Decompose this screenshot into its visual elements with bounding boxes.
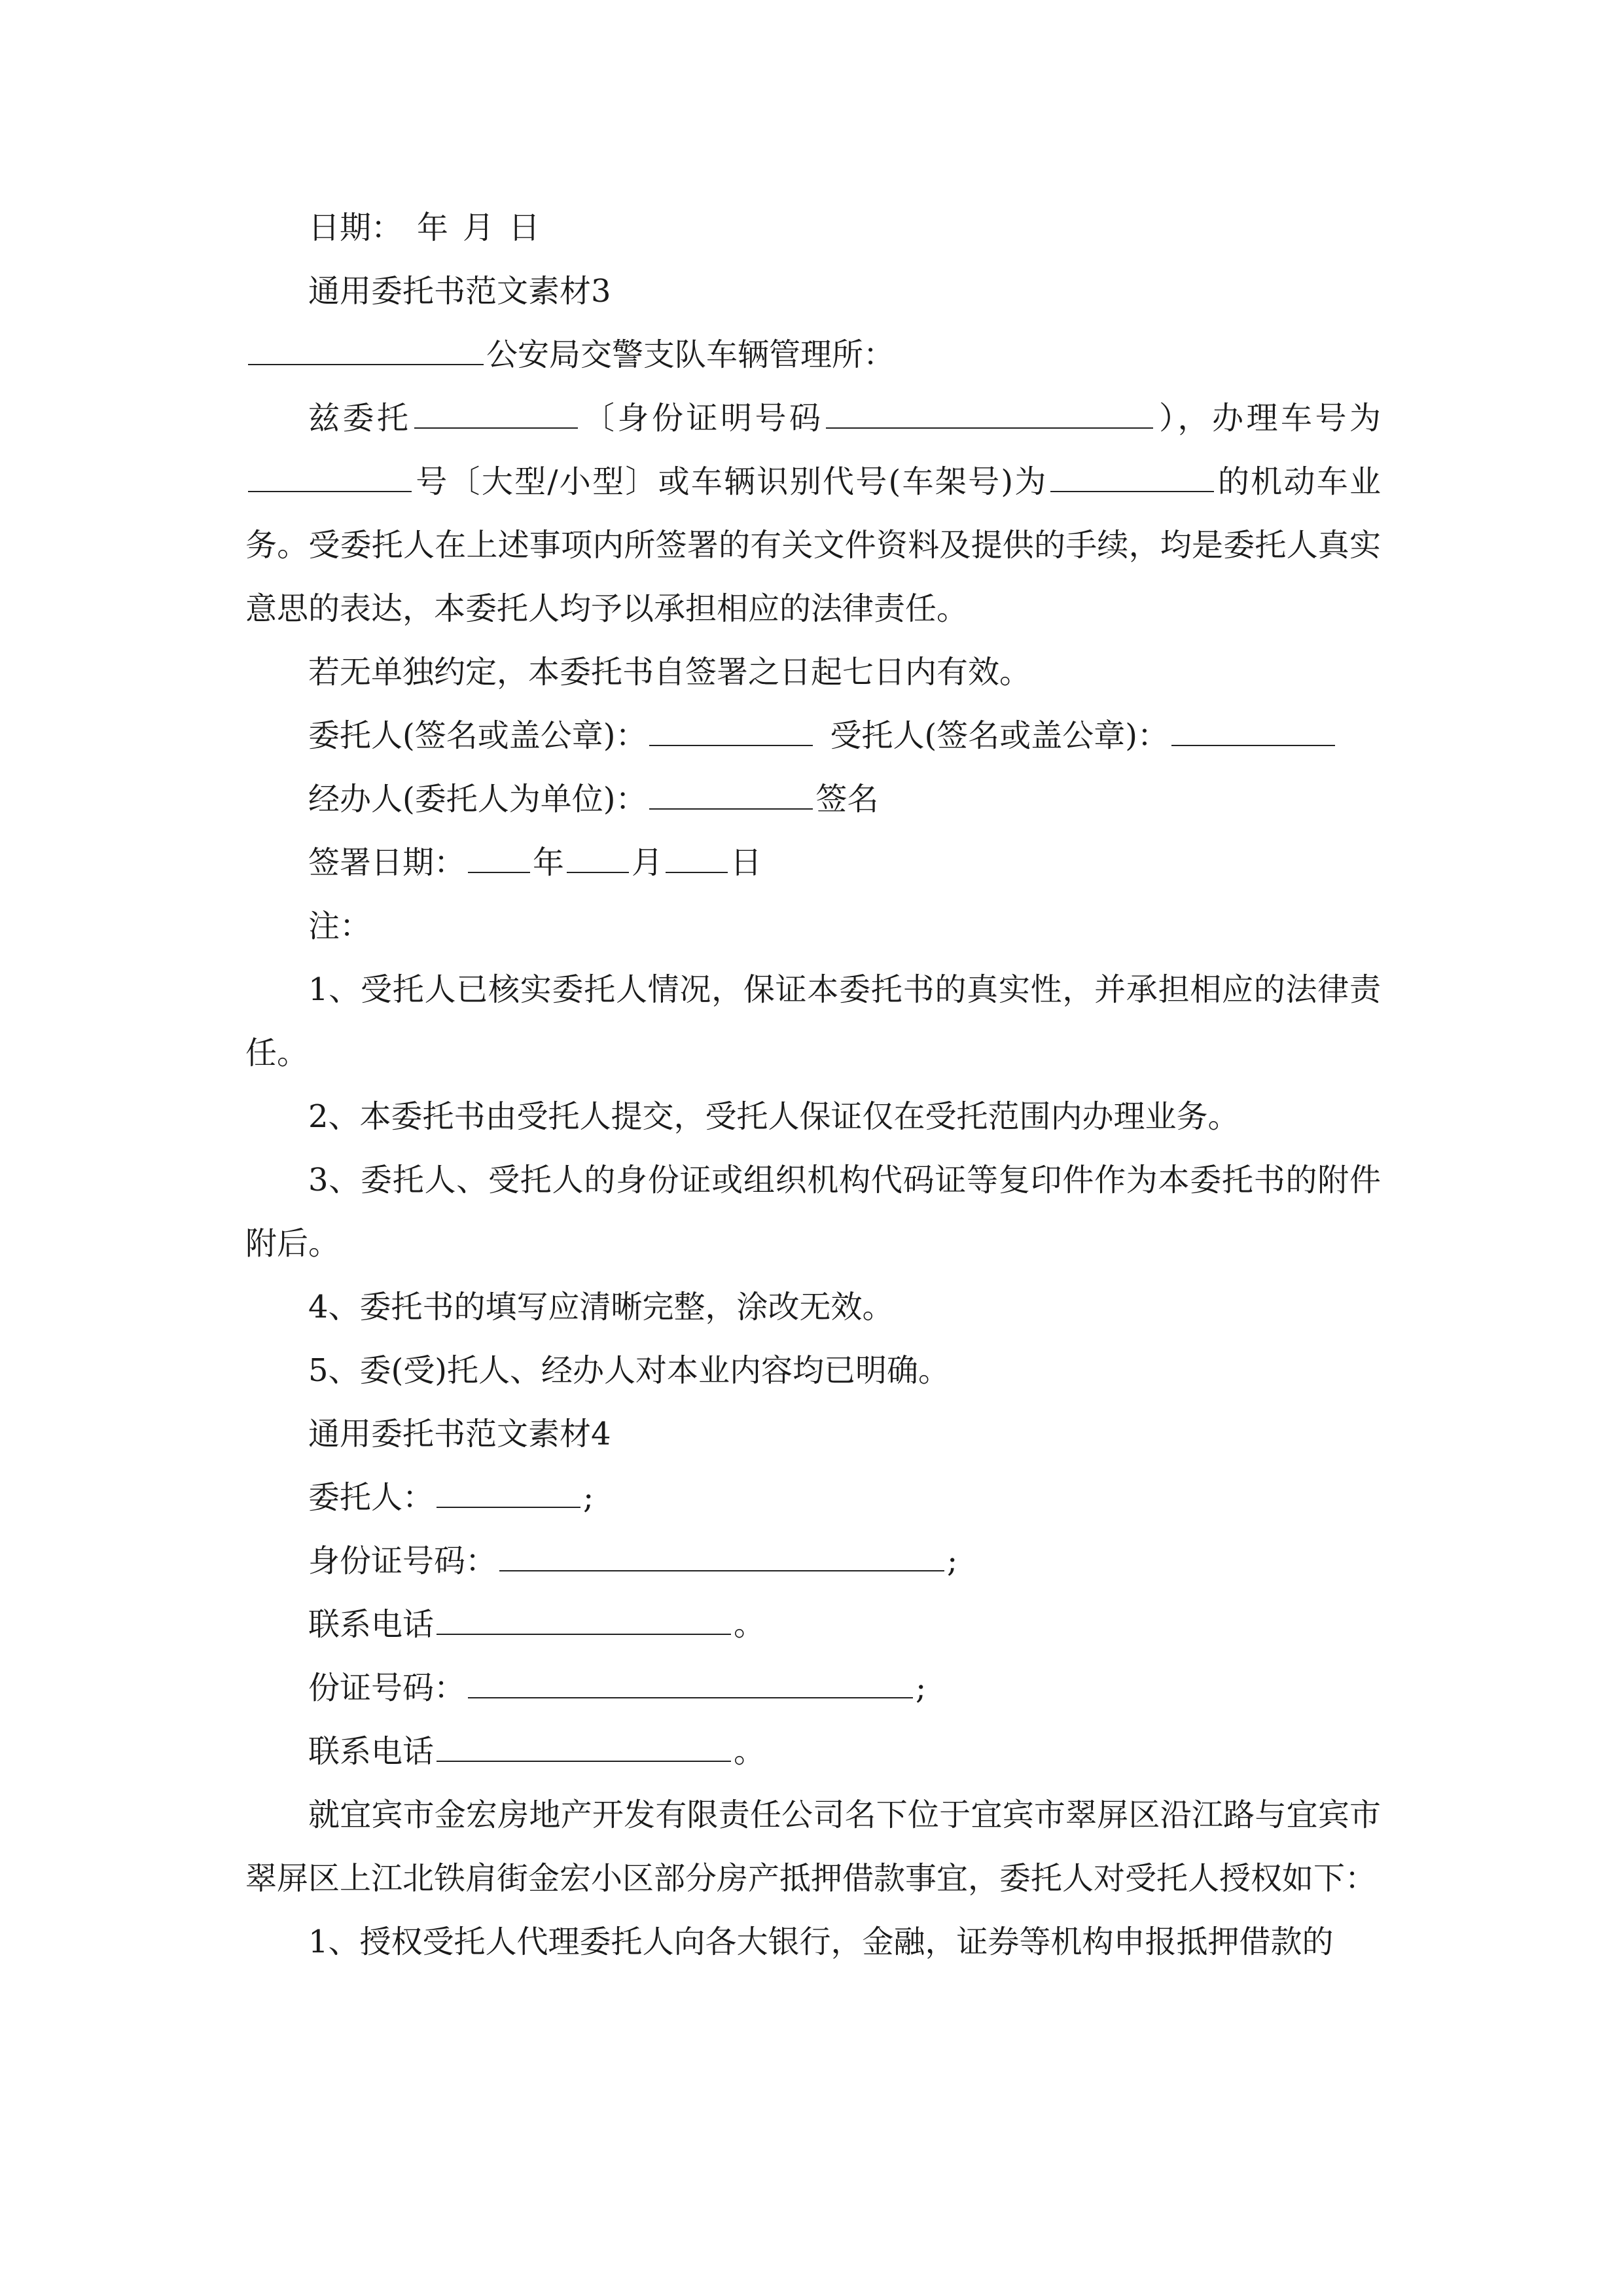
para1-part-a: 兹委托 bbox=[308, 400, 412, 437]
note-label: 注： bbox=[308, 908, 372, 944]
sign-date-label: 签署日期： bbox=[308, 844, 466, 881]
phone-end: 。 bbox=[734, 1606, 766, 1643]
principal-label: 委托人： bbox=[308, 1479, 435, 1516]
handler-suffix: 签名 bbox=[815, 781, 879, 817]
sign-day-label: 日 bbox=[730, 844, 762, 881]
para1-part-e: 的机动车业务。受委托人在上述事项内所签署的有关文件资料及提供的手续，均是委托人真实意思的表达，本委托人均予以承担相应的法律责任。 bbox=[245, 463, 1381, 627]
sign-month-label: 月 bbox=[632, 844, 664, 881]
section3-title: 通用委托书范文素材3 bbox=[308, 273, 611, 310]
note-item: 5、委(受)托人、经办人对本业内容均已明确。 bbox=[308, 1352, 950, 1389]
id-end: ; bbox=[947, 1543, 958, 1579]
entrustee-blank bbox=[414, 401, 578, 429]
phone-line bbox=[245, 1593, 1381, 1657]
id2-blank bbox=[468, 1671, 913, 1698]
principal-line bbox=[245, 1466, 1381, 1530]
plate-blank bbox=[248, 465, 412, 492]
sign-year-blank bbox=[468, 846, 530, 873]
principal-sign-blank bbox=[649, 719, 813, 746]
sign-year-label: 年 bbox=[533, 844, 565, 881]
para1-part-c: ），办理车号为 bbox=[1156, 400, 1381, 437]
phone-label: 联系电话 bbox=[308, 1606, 435, 1643]
date-line bbox=[245, 196, 1381, 260]
addressee-text: 公安局交警支队车辆管理所： bbox=[486, 336, 895, 373]
note-item: 3、委托人、受托人的身份证或组织机构代码证等复印件作为本委托书的附件附后。 bbox=[245, 1162, 1381, 1262]
document-body bbox=[245, 196, 1381, 1974]
para1-part-b: 〔身份证明号码 bbox=[580, 400, 824, 437]
handler-line bbox=[245, 768, 1381, 831]
phone2-line bbox=[245, 1720, 1381, 1784]
id2-line bbox=[245, 1657, 1381, 1720]
section3-para1 bbox=[245, 387, 1381, 641]
section4-item1: 1、授权受托人代理委托人向各大银行，金融，证券等机构申报抵押借款的 bbox=[308, 1924, 1334, 1960]
agent-sign-label: 受托人(签名或盖公章)： bbox=[830, 717, 1169, 754]
date-year: 年 bbox=[417, 209, 449, 246]
principal-blank bbox=[437, 1480, 580, 1508]
note-item: 1、受托人已核实委托人情况，保证本委托书的真实性，并承担相应的法律责任。 bbox=[245, 971, 1381, 1071]
addressee-line bbox=[245, 323, 1381, 387]
id-label: 身份证号码： bbox=[308, 1543, 497, 1579]
addressee-blank bbox=[248, 338, 484, 365]
sign-date-line bbox=[245, 831, 1381, 895]
section4-title: 通用委托书范文素材4 bbox=[308, 1416, 611, 1452]
date-label: 日期： bbox=[308, 209, 403, 246]
principal-sign-label: 委托人(签名或盖公章)： bbox=[308, 717, 647, 754]
section3-para2: 若无单独约定，本委托书自签署之日起七日内有效。 bbox=[308, 654, 1031, 691]
handler-label: 经办人(委托人为单位)： bbox=[308, 781, 647, 817]
note-item: 2、本委托书由受托人提交，受托人保证仅在受托范围内办理业务。 bbox=[308, 1098, 1240, 1135]
sign-month-blank bbox=[567, 846, 629, 873]
phone-blank bbox=[437, 1607, 731, 1635]
note-item: 4、委托书的填写应清晰完整，涂改无效。 bbox=[308, 1289, 894, 1325]
id-blank bbox=[499, 1544, 944, 1571]
phone2-label: 联系电话 bbox=[308, 1733, 435, 1770]
para1-part-d: 号〔大型/小型〕或车辆识别代号(车架号)为 bbox=[414, 463, 1048, 500]
id2-end: ; bbox=[916, 1670, 927, 1706]
signer-line bbox=[245, 704, 1381, 768]
section4-body: 就宜宾市金宏房地产开发有限责任公司名下位于宜宾市翠屏区沿江路与宜宾市翠屏区上江北铁肩街金宏小区部分房产抵押借款事宜，委托人对受托人授权如下： bbox=[245, 1797, 1381, 1897]
agent-sign-blank bbox=[1171, 719, 1335, 746]
phone2-blank bbox=[437, 1734, 731, 1762]
phone2-end: 。 bbox=[734, 1733, 766, 1770]
date-day: 日 bbox=[508, 209, 541, 246]
id-number-blank bbox=[826, 401, 1153, 429]
vin-blank bbox=[1050, 465, 1214, 492]
handler-blank bbox=[649, 782, 813, 810]
sign-day-blank bbox=[666, 846, 728, 873]
id2-label: 份证号码： bbox=[308, 1670, 466, 1706]
id-line bbox=[245, 1530, 1381, 1593]
date-month: 月 bbox=[463, 209, 495, 246]
principal-end: ; bbox=[583, 1479, 594, 1516]
